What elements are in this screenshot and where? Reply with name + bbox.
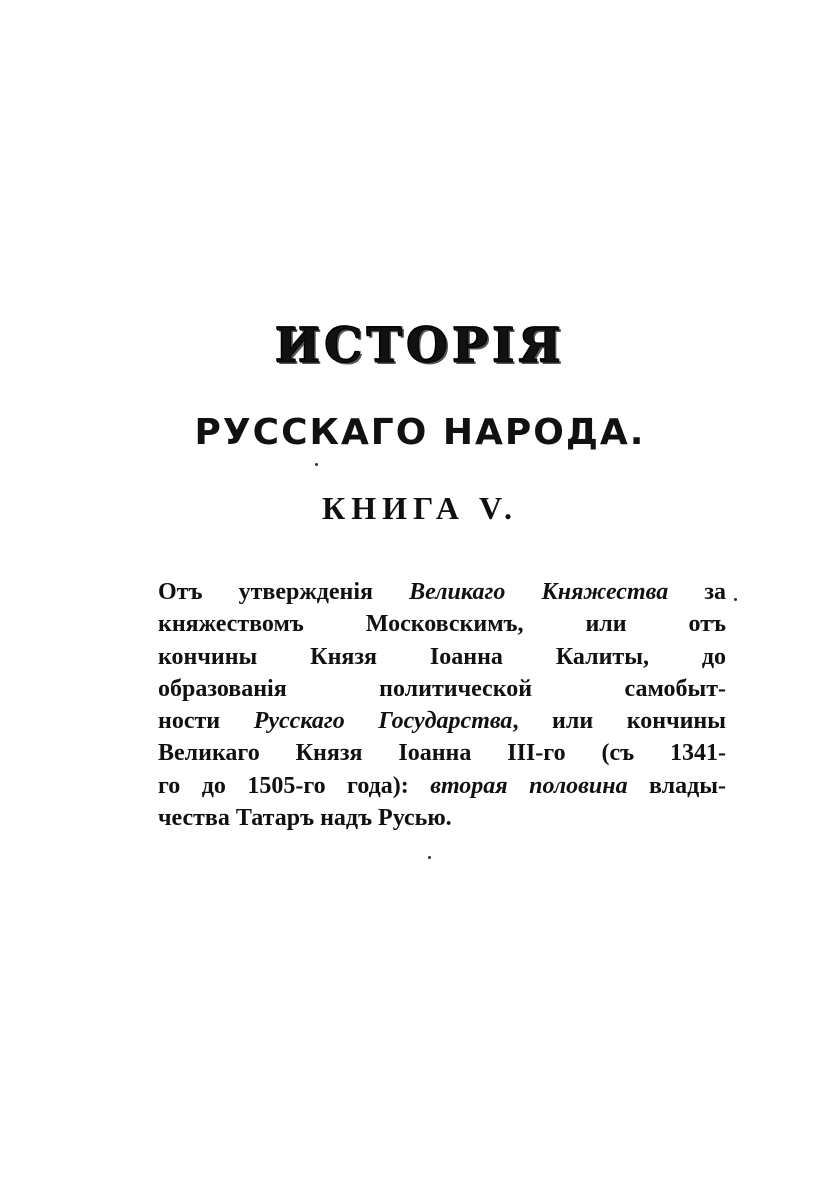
description-line-4: образованія политической самобыт- xyxy=(158,675,726,702)
ink-speck xyxy=(734,598,737,601)
description-line-1: Отъ утвержденія Великаго Княжества за xyxy=(158,579,726,605)
description-line-8: чества Татаръ надъ Русью. xyxy=(158,805,452,832)
main-title: ИСТОРІЯ xyxy=(275,318,565,374)
description-block xyxy=(158,576,726,834)
book-number: КНИГА V. xyxy=(322,490,518,526)
subtitle: РУССКАГО НАРОДА. xyxy=(194,412,646,453)
description-line-3: кончины Князя Іоанна Калиты, до xyxy=(158,643,726,670)
description-line-5: ности Русскаго Государства, или кончины xyxy=(158,708,726,735)
ink-speck xyxy=(315,463,318,466)
ink-speck xyxy=(428,856,431,859)
description-line-2: княжествомъ Московскимъ, или отъ xyxy=(158,611,726,638)
description-line-6: Великаго Князя Іоанна III-го (съ 1341- xyxy=(158,740,726,767)
description-line-7: го до 1505-го года): вторая половина влады- xyxy=(158,772,726,799)
